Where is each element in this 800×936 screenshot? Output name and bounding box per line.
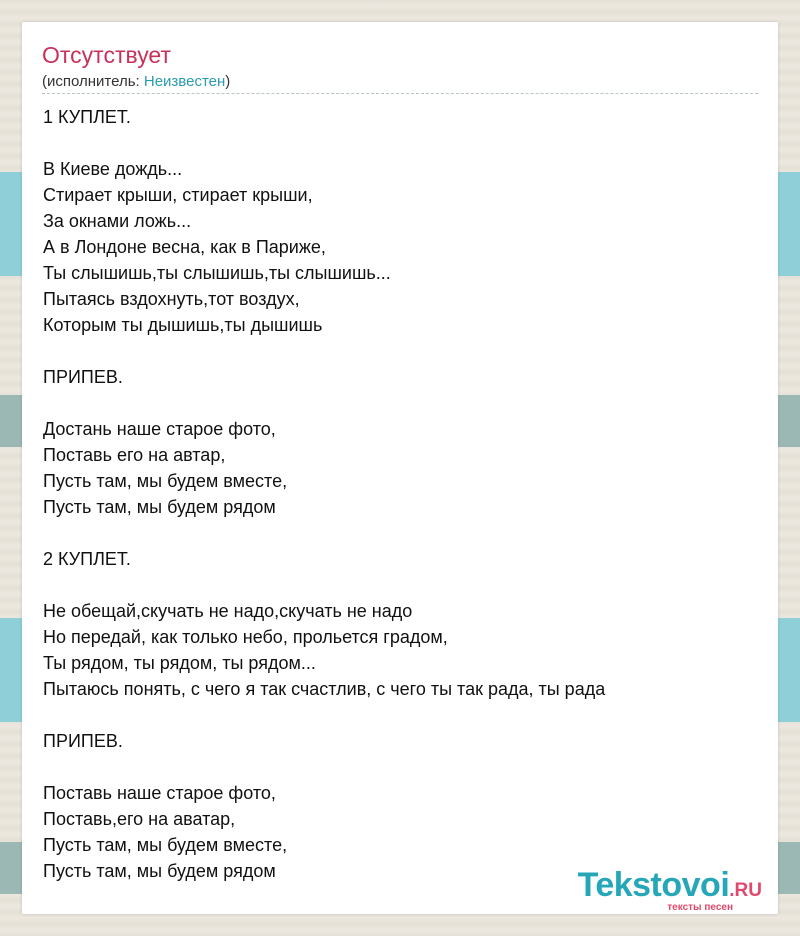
lyrics-blank-line	[43, 702, 758, 728]
lyrics-line: Пусть там, мы будем рядом	[43, 861, 276, 881]
lyrics-line: Пусть там, мы будем рядом	[43, 497, 276, 517]
lyrics-line: Ты слышишь,ты слышишь,ты слышишь...	[43, 263, 391, 283]
lyrics-line: Не обещай,скучать не надо,скучать не надо	[43, 601, 413, 621]
lyrics-line: Поставь,его на аватар,	[43, 809, 236, 829]
lyrics-line: Поставь его на автар,	[43, 445, 226, 465]
lyrics-line: В Киеве дождь...	[43, 159, 183, 179]
lyrics-line: Ты рядом, ты рядом, ты рядом...	[43, 653, 316, 673]
lyrics-line: ПРИПЕВ.	[43, 731, 123, 751]
logo-tagline: тексты песен	[667, 902, 733, 913]
logo-main-text: Tekstovoi	[577, 866, 730, 904]
lyrics-line: 1 КУПЛЕТ.	[43, 107, 131, 127]
song-title: Отсутствует	[42, 42, 171, 68]
divider	[42, 93, 758, 94]
lyrics-line: Пусть там, мы будем вместе,	[43, 835, 288, 855]
lyrics-line: А в Лондоне весна, как в Париже,	[43, 237, 326, 257]
lyrics-line: ПРИПЕВ.	[43, 367, 123, 387]
lyrics-line: Поставь наше старое фото,	[43, 783, 276, 803]
lyrics-line: Пытаюсь понять, с чего я так счастлив, с чего ты так рада, ты рада	[43, 679, 606, 699]
lyrics-blank-line	[43, 130, 758, 156]
lyrics-body	[43, 104, 758, 884]
lyrics-line: Стирает крыши, стирает крыши,	[43, 185, 313, 205]
lyrics-line: Пытаясь вздохнуть,тот воздух,	[43, 289, 300, 309]
lyrics-line: Которым ты дышишь,ты дышишь	[43, 315, 323, 335]
lyrics-card	[22, 22, 778, 914]
lyrics-blank-line	[43, 754, 758, 780]
lyrics-line: За окнами ложь...	[43, 211, 192, 231]
artist-link[interactable]: Неизвестен	[143, 73, 226, 90]
lyrics-blank-line	[43, 390, 758, 416]
lyrics-line: Пусть там, мы будем вместе,	[43, 471, 288, 491]
subtitle-prefix: (исполнитель:	[42, 73, 144, 90]
lyrics-blank-line	[43, 338, 758, 364]
logo-tld: .RU	[729, 880, 762, 901]
subtitle-suffix: )	[225, 73, 231, 90]
lyrics-blank-line	[43, 520, 758, 546]
song-subtitle	[42, 73, 230, 90]
logo-wordmark	[578, 866, 762, 905]
lyrics-line: Достань наше старое фото,	[43, 419, 276, 439]
lyrics-line: Но передай, как только небо, прольется градом,	[43, 627, 448, 647]
lyrics-blank-line	[43, 572, 758, 598]
lyrics-line: 2 КУПЛЕТ.	[43, 549, 131, 569]
site-logo[interactable]	[560, 866, 770, 914]
